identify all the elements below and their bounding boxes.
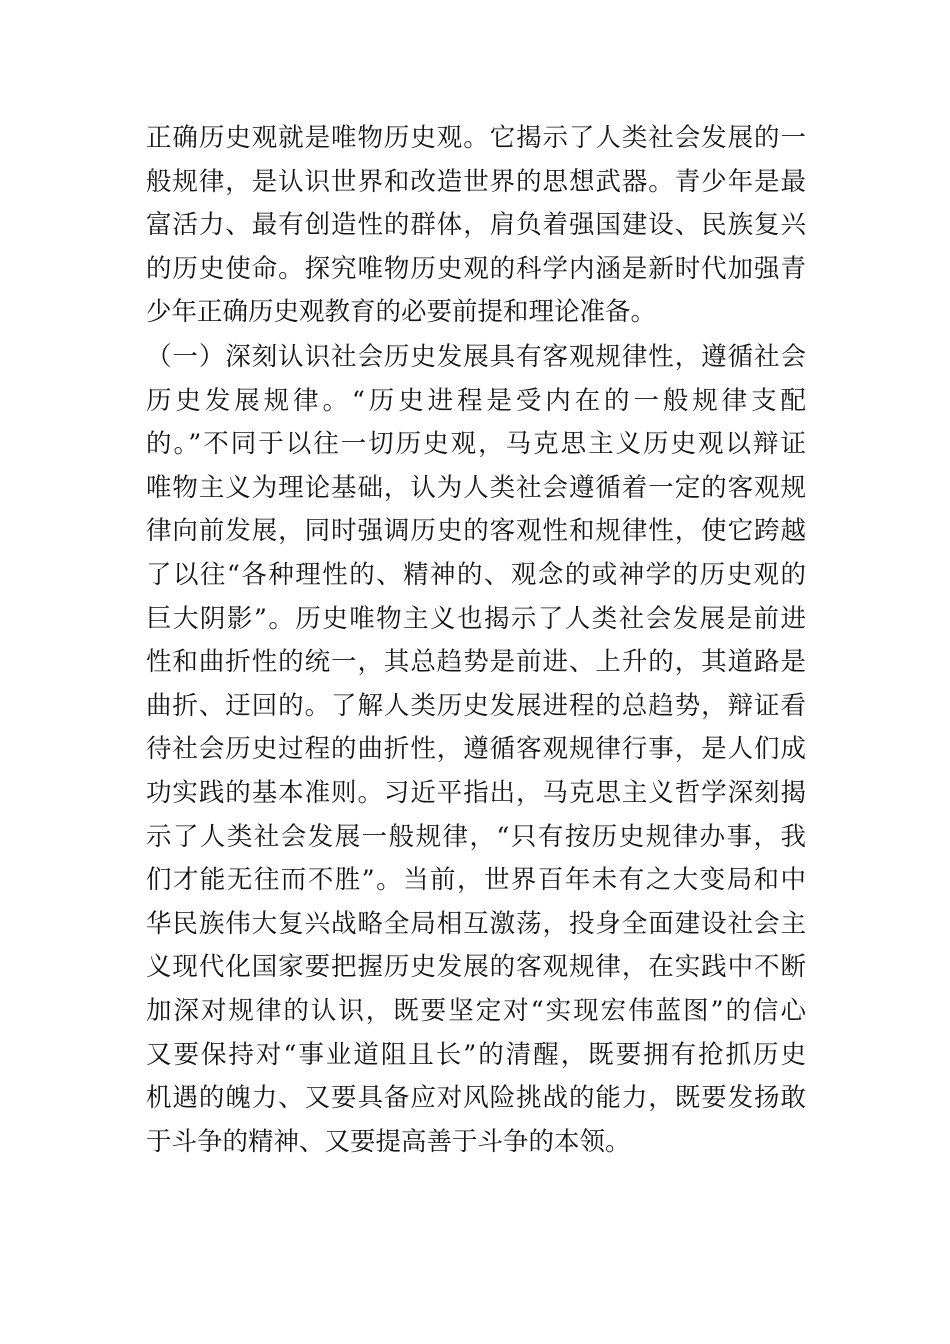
text-line: 义现代化国家要把握历史发展的客观规律，在实践中不断 <box>146 952 806 983</box>
text-line: 富活力、最有创造性的群体，肩负着强国建设、民族复兴 <box>146 210 806 241</box>
paragraph-section-one-objective-laws <box>146 336 806 1164</box>
text-line: 示了人类社会发展一般规律，“只有按历史规律办事，我 <box>146 821 806 852</box>
text-line: 加深对规律的认识，既要坚定对“实现宏伟蓝图”的信心 <box>146 995 806 1026</box>
text-line: 般规律，是认识世界和改造世界的思想武器。青少年是最 <box>146 166 806 197</box>
text-line: 于斗争的精神、又要提高善于斗争的本领。 <box>146 1126 631 1157</box>
paragraph-historical-materialism-intro <box>146 117 806 335</box>
text-line: 待社会历史过程的曲折性，遵循客观规律行事，是人们成 <box>146 734 806 765</box>
text-line: 的历史使命。探究唯物历史观的科学内涵是新时代加强青 <box>146 253 806 284</box>
text-line: 了以往“各种理性的、精神的、观念的或神学的历史观的 <box>146 559 806 590</box>
text-line: （一）深刻认识社会历史发展具有客观规律性，遵循社会 <box>146 342 806 372</box>
text-line: 性和曲折性的统一，其总趋势是前进、上升的，其道路是 <box>146 647 806 678</box>
text-line: 功实践的基本准则。习近平指出，马克思主义哲学深刻揭 <box>146 777 806 808</box>
text-line: 又要保持对“事业道阻且长”的清醒，既要拥有抢抓历史 <box>146 1039 806 1070</box>
text-line: 曲折、迂回的。了解人类历史发展进程的总趋势，辩证看 <box>146 690 806 721</box>
text-line: 华民族伟大复兴战略全局相互激荡，投身全面建设社会主 <box>146 908 806 939</box>
text-line: 机遇的魄力、又要具备应对风险挑战的能力，既要发扬敢 <box>146 1083 806 1114</box>
text-line: 少年正确历史观教育的必要前提和理论准备。 <box>146 297 657 328</box>
text-line: 的。”不同于以往一切历史观，马克思主义历史观以辩证 <box>146 429 806 460</box>
text-line: 唯物主义为理论基础，认为人类社会遵循着一定的客观规 <box>146 472 806 503</box>
text-line: 历史发展规律。“历史进程是受内在的一般规律支配 <box>146 385 806 416</box>
text-line: 巨大阴影”。历史唯物主义也揭示了人类社会发展是前进 <box>146 603 806 634</box>
text-line: 正确历史观就是唯物历史观。它揭示了人类社会发展的一 <box>146 123 806 153</box>
text-line: 律向前发展，同时强调历史的客观性和规律性，使它跨越 <box>146 516 806 547</box>
text-line: 们才能无往而不胜”。当前，世界百年未有之大变局和中 <box>146 865 806 896</box>
